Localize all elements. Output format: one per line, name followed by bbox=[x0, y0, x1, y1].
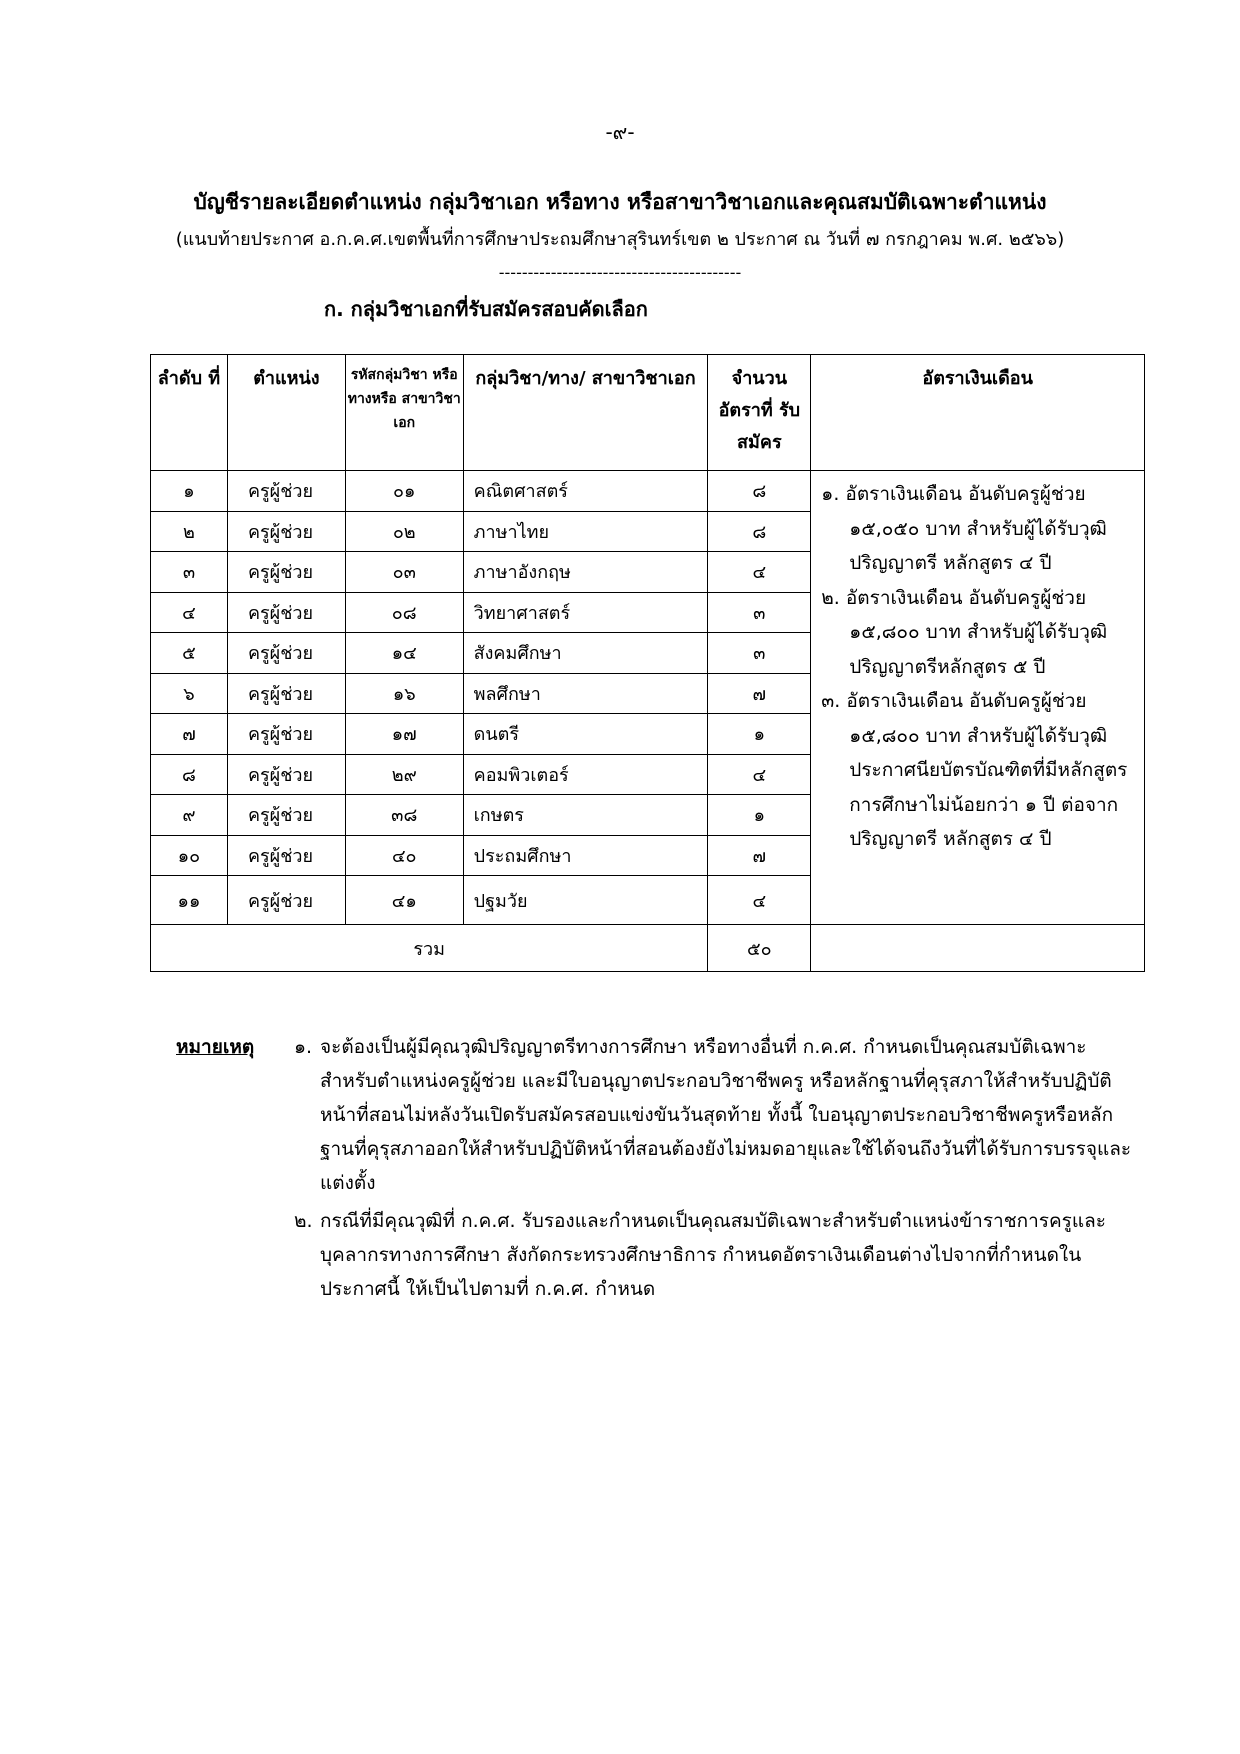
cell-count: ๔ bbox=[708, 552, 811, 593]
cell-subject: คอมพิวเตอร์ bbox=[463, 754, 708, 795]
total-empty-cell bbox=[811, 925, 1145, 972]
page-number: -๙- bbox=[605, 120, 635, 144]
cell-count: ๘ bbox=[708, 511, 811, 552]
cell-count: ๓ bbox=[708, 592, 811, 633]
cell-position: ครูผู้ช่วย bbox=[227, 511, 345, 552]
cell-code: ๒๙ bbox=[345, 754, 463, 795]
cell-count: ๗ bbox=[708, 673, 811, 714]
header-no: ลำดับ ที่ bbox=[151, 355, 228, 471]
cell-position: ครูผู้ช่วย bbox=[227, 471, 345, 512]
cell-position: ครูผู้ช่วย bbox=[227, 673, 345, 714]
cell-code: ๓๘ bbox=[345, 795, 463, 836]
cell-code: ๑๖ bbox=[345, 673, 463, 714]
cell-subject: ปฐมวัย bbox=[463, 876, 708, 925]
cell-count: ๔ bbox=[708, 876, 811, 925]
cell-no: ๓ bbox=[151, 552, 228, 593]
cell-position: ครูผู้ช่วย bbox=[227, 552, 345, 593]
salary-notes-cell bbox=[811, 471, 1145, 925]
total-row bbox=[151, 925, 1145, 972]
cell-no: ๗ bbox=[151, 714, 228, 755]
cell-position: ครูผู้ช่วย bbox=[227, 835, 345, 876]
cell-count: ๑ bbox=[708, 714, 811, 755]
cell-code: ๐๘ bbox=[345, 592, 463, 633]
cell-code: ๑๗ bbox=[345, 714, 463, 755]
cell-no: ๑๑ bbox=[151, 876, 228, 925]
cell-no: ๒ bbox=[151, 511, 228, 552]
remark-item bbox=[294, 1204, 1140, 1306]
cell-no: ๙ bbox=[151, 795, 228, 836]
cell-no: ๖ bbox=[151, 673, 228, 714]
cell-subject: วิทยาศาสตร์ bbox=[463, 592, 708, 633]
header-code: รหัสกลุ่มวิชา หรือทางหรือ สาขาวิชาเอก bbox=[345, 355, 463, 471]
salary-note: ๑. อัตราเงินเดือน อันดับครูผู้ช่วย ๑๕,๐๕๐ บาท สำหรับผู้ได้รับวุฒิปริญญาตรี หลักสูตร ๔ ปี bbox=[821, 483, 1107, 574]
cell-code: ๐๒ bbox=[345, 511, 463, 552]
cell-count: ๓ bbox=[708, 633, 811, 674]
remark-text: กรณีที่มีคุณวุฒิที่ ก.ค.ศ. รับรองและกำหนดเป็นคุณสมบัติเฉพาะสำหรับตำแหน่งข้าราชการครูและบุคลากรทางการศึกษา สังกัดกระทรวงศึกษาธิการ กำหนดอัตราเงินเดือนต่างไปจากที่กำหนดในประกาศนี้ ให้เป็นไปตามที่ ก.ค.ศ. กำหนด bbox=[320, 1210, 1106, 1300]
remark-item bbox=[294, 1030, 1140, 1200]
cell-code: ๐๓ bbox=[345, 552, 463, 593]
remark-number: ๑. bbox=[294, 1036, 313, 1058]
header-position: ตำแหน่ง bbox=[227, 355, 345, 471]
cell-position: ครูผู้ช่วย bbox=[227, 592, 345, 633]
section-heading: ก. กลุ่มวิชาเอกที่รับสมัครสอบคัดเลือก bbox=[324, 297, 648, 321]
salary-note: ๒. อัตราเงินเดือน อันดับครูผู้ช่วย ๑๕,๘๐๐ บาท สำหรับผู้ได้รับวุฒิปริญญาตรีหลักสูตร ๕ ปี bbox=[821, 586, 1108, 678]
header-count: จำนวน อัตราที่ รับสมัคร bbox=[708, 355, 811, 471]
header-salary: อัตราเงินเดือน bbox=[811, 355, 1145, 471]
cell-no: ๑ bbox=[151, 471, 228, 512]
header-subject: กลุ่มวิชา/ทาง/ สาขาวิชาเอก bbox=[463, 355, 708, 471]
cell-code: ๔๑ bbox=[345, 876, 463, 925]
total-label: รวม bbox=[151, 925, 708, 972]
salary-note: ๓. อัตราเงินเดือน อันดับครูผู้ช่วย ๑๕,๘๐๐ บาท สำหรับผู้ได้รับวุฒิประกาศนียบัตรบัณฑิตที่มีหลักสูตรการศึกษาไม่น้อยกว่า ๑ ปี ต่อจากปริญญาตรี หลักสูตร ๔ ปี bbox=[821, 690, 1128, 850]
document-subtitle: (แนบท้ายประกาศ อ.ก.ค.ศ.เขตพื้นที่การศึกษาประถมศึกษาสุรินทร์เขต ๒ ประกาศ ณ วันที่ ๗ กรกฎาคม พ.ศ. ๒๕๖๖) bbox=[175, 229, 1065, 250]
cell-subject: เกษตร bbox=[463, 795, 708, 836]
divider-line: ------------------------------------------ bbox=[498, 263, 742, 282]
remark-number: ๒. bbox=[294, 1210, 313, 1232]
cell-code: ๑๔ bbox=[345, 633, 463, 674]
cell-code: ๔๐ bbox=[345, 835, 463, 876]
table-header-row bbox=[151, 355, 1145, 471]
cell-subject: ภาษาไทย bbox=[463, 511, 708, 552]
table-row bbox=[151, 471, 1145, 512]
remark-text: จะต้องเป็นผู้มีคุณวุฒิปริญญาตรีทางการศึกษา หรือทางอื่นที่ ก.ค.ศ. กำหนดเป็นคุณสมบัติเฉพาะสำหรับตำแหน่งครูผู้ช่วย และมีใบอนุญาตประกอบวิชาชีพครู หรือหลักฐานที่คุรุสภาให้สำหรับปฏิบัติหน้าที่สอนไม่หลังวันเปิดรับสมัครสอบแข่งขันวันสุดท้าย ทั้งนี้ ใบอนุญาตประกอบวิชาชีพครูหรือหลักฐานที่คุรุสภาออกให้สำหรับปฏิบัติหน้าที่สอนต้องยังไม่หมดอายุและใช้ได้จนถึงวันที่ได้รับการบรรจุและแต่งตั้ง bbox=[320, 1036, 1132, 1194]
cell-position: ครูผู้ช่วย bbox=[227, 876, 345, 925]
cell-code: ๐๑ bbox=[345, 471, 463, 512]
remarks-label: หมายเหตุ bbox=[176, 1036, 255, 1058]
cell-count: ๔ bbox=[708, 754, 811, 795]
cell-count: ๘ bbox=[708, 471, 811, 512]
cell-position: ครูผู้ช่วย bbox=[227, 795, 345, 836]
total-value: ๕๐ bbox=[708, 925, 811, 972]
cell-subject: ภาษาอังกฤษ bbox=[463, 552, 708, 593]
cell-subject: สังคมศึกษา bbox=[463, 633, 708, 674]
document-title: บัญชีรายละเอียดตำแหน่ง กลุ่มวิชาเอก หรือทาง หรือสาขาวิชาเอกและคุณสมบัติเฉพาะตำแหน่ง bbox=[193, 190, 1047, 214]
cell-position: ครูผู้ช่วย bbox=[227, 714, 345, 755]
cell-subject: คณิตศาสตร์ bbox=[463, 471, 708, 512]
cell-subject: พลศึกษา bbox=[463, 673, 708, 714]
cell-count: ๗ bbox=[708, 835, 811, 876]
cell-no: ๔ bbox=[151, 592, 228, 633]
positions-table bbox=[150, 354, 1145, 972]
cell-no: ๘ bbox=[151, 754, 228, 795]
cell-no: ๑๐ bbox=[151, 835, 228, 876]
cell-position: ครูผู้ช่วย bbox=[227, 754, 345, 795]
cell-subject: ดนตรี bbox=[463, 714, 708, 755]
cell-no: ๕ bbox=[151, 633, 228, 674]
cell-subject: ประถมศึกษา bbox=[463, 835, 708, 876]
cell-count: ๑ bbox=[708, 795, 811, 836]
cell-position: ครูผู้ช่วย bbox=[227, 633, 345, 674]
